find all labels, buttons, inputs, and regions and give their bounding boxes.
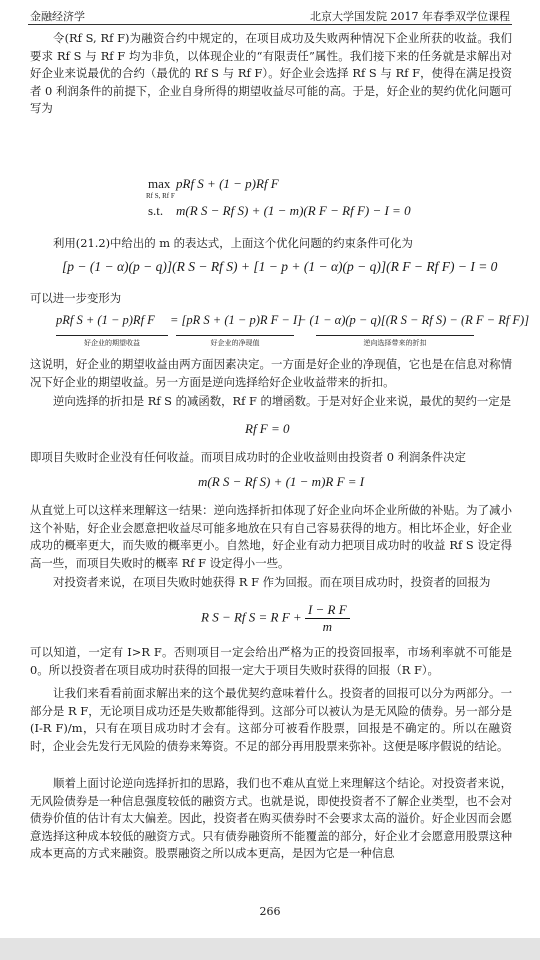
underbrace-expected-return [56,331,168,336]
equation-max-label [148,176,170,192]
label-expected-return: 好企业的期望收益 [84,339,140,347]
max-operator: max [148,176,171,191]
paragraph-investor-return: 对投资者来说，在项目失败时她获得 R F 作为回报。而在项目成功时，投资者的回报为 [53,575,491,589]
underbrace-npv [176,331,294,336]
label-discount: 逆向选择带来的折扣 [363,339,427,347]
equation-decomposition-right: − (1 − α)(p − q)[(R S − Rf S) − (R F − Rf F)] [298,313,530,327]
page-number: 266 [259,905,281,918]
equation-decomposition-mid: = [pR S + (1 − p)R F − I] [170,313,302,327]
paragraph-pecking-order: 让我们来看看前面求解出来的这个最优契约意味着什么。投资者的回报可以分为两部分。一部分是 R F，无论项目成功还是失败都能得到。这部分可以被认为是无风险的债券。另一部分是(I-R F)/m，只有在项目成功时才会有。这部分可被看作股票，回报是不确定的。所以在融资时，企业会先发行无风险的债券来筹资。不足的部分再用股票来弥补。这便是啄序假说的结论。 [30,686,512,753]
equation-max-subscript: Rf S, Rf F [146,192,175,200]
paragraph-zero-profit: 即项目失败时企业没有任何收益。而项目成功时的企业收益则由投资者 0 利润条件决定 [30,450,466,464]
equation-objective: pRf S + (1 − p)Rf F [176,176,279,191]
fraction-numerator: I − R F [305,602,350,619]
running-header-institution: 北京大学国发院 2017 年春季双学位课程 [310,10,510,23]
equation-constraint-expanded: [p − (1 − α)(p − q)](R S − Rf S) + [1 − p + (1 − α)(p − q)](R F − Rf F) − I = 0 [62,259,498,274]
paragraph-information-intensity: 顺着上面讨论逆向选择折扣的思路，我们也不难从直觉上来理解这个结论。对投资者来说，无风险债券是一种信息强度较低的融资方式。也就是说，即使投资者不了解企业类型，也不会对债券价值的估计有太大偏差。因此，投资者在购买债券时不会要求太高的溢价。好企业因而会愿意选择这种成本较低的融资方式。只有债券融资所不能覆盖的部分，好企业才会愿意用股票这种成本更高的方式来融资。股票融资之所以成本更高，是因为它是一种信息 [30,776,512,860]
paragraph-intuition: 从直觉上可以这样来理解这一结果：逆向选择折扣体现了好企业向坏企业所做的补贴。为了减小这个补贴，好企业会愿意把收益尽可能多地放在只有自己容易获得的地方。相比坏企业，好企业成功的概率更大，而失败的概率更小。自然地，好企业有动力把项目成功时的收益 Rf S 设定得高一些，而项目失败时的概率 Rf F 设定得小一些。 [30,503,512,570]
paragraph-contract-definition: 令(Rf S, Rf F)为融资合约中规定的，在项目成功及失败两种情况下企业所获的收益。我们要求 Rf S 与 Rf F 均为非负，以体现企业的“有限责任”属性。我们接下来的任务就是求解出对好企业来说最优的合约（最优的 Rf S 与 Rf F）。好企业会选择 Rf S 与 Rf F，使得在满足投资者 0 利润条件的前提下，企业自身所得的期望收益尽可能的高。于是，好企业的契约优化问题可写为 [30,31,512,115]
paragraph-transform: 可以进一步变形为 [30,291,122,305]
equation-investor-return [201,602,350,635]
fraction [305,602,350,635]
underbrace-discount [316,331,474,336]
paragraph-investor-condition: 可以知道，一定有 I>R F。否则项目一定会给出严格为正的投资回报率，市场利率就不可能是 0。所以投资者在项目成功时获得的回报一定大于项目失败时获得的回报（R F）。 [30,645,512,677]
equation-investor-return-lhs: R S − Rf S = R F + [201,609,302,625]
equation-decomposition-left: pRf S + (1 − p)Rf F [56,313,155,327]
viewer-bottom-strip [0,938,540,960]
paragraph-substitute-m: 利用(21.2)中给出的 m 的表达式，上面这个优化问题的约束条件可化为 [53,236,413,250]
running-header-course: 金融经济学 [30,10,85,23]
label-npv: 好企业的净现值 [210,339,260,347]
fraction-denominator: m [322,619,333,634]
equation-failure-return: Rf F = 0 [245,421,290,436]
equation-zero-profit: m(R S − Rf S) + (1 − m)R F = I [198,474,365,489]
paragraph-interpretation: 这说明，好企业的期望收益由两方面因素决定。一方面是好企业的净现值，它也是在信息对称情况下好企业的期望收益。另一方面是逆向选择给好企业收益带来的折扣。 [30,357,512,389]
paragraph-optimal-contract: 逆向选择的折扣是 Rf S 的减函数，Rf F 的增函数。于是对好企业来说，最优的契约一定是 [53,394,512,408]
equation-st-label: s.t. [148,203,164,218]
equation-constraint: m(R S − Rf S) + (1 − m)(R F − Rf F) − I = 0 [176,203,411,218]
header-rule [28,24,512,25]
